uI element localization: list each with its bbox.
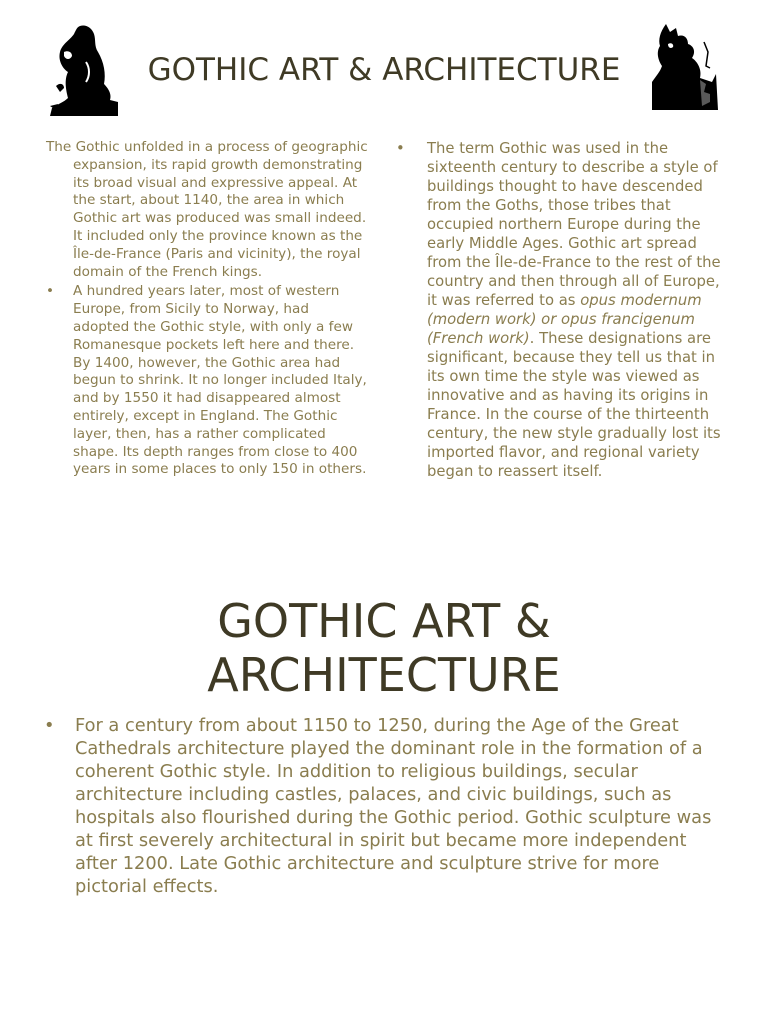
slide-2-body bbox=[44, 714, 724, 900]
bullet-icon: • bbox=[396, 140, 405, 157]
right-paragraph-1-italic: opus modernum (modern work) or opus francigenum (French work) bbox=[427, 292, 702, 347]
right-paragraph-1-start: The term Gothic was used in the sixteenth century to describe a style of buildings thought to have descended from the Goths, those tribes that occupied northern Europe during the early Middle Ages. Gothic art spread from the Île-de-France to the rest of the country and then through all of Europe, it was referred to as bbox=[427, 140, 721, 309]
slide-2 bbox=[0, 580, 768, 1020]
gargoyle-right-icon bbox=[650, 22, 718, 110]
bullet-icon: • bbox=[46, 283, 55, 300]
right-paragraph-1-end: . These designations are significant, because they tell us that in its own time the style was viewed as innovative and as having its origins in France. In the course of the thirteenth century, the new style gradually lost its imported flavor, and regional variety began to reassert itself. bbox=[427, 330, 721, 480]
right-bullet-paragraph-1 bbox=[396, 139, 726, 481]
right-text-column bbox=[396, 139, 726, 483]
bullet-icon: • bbox=[44, 715, 55, 736]
slide-2-title: GOTHIC ART & ARCHITECTURE bbox=[207, 594, 561, 702]
left-bullet-paragraph-2 bbox=[46, 283, 368, 479]
left-paragraph-1: The Gothic unfolded in a process of geographic expansion, its rapid growth demonstrating its broad visual and expressive appeal. At the start, about 1140, the area in which Gothic art was produced was small indeed. It included only the province known as the Île-de-France (Paris and vicinity), the royal domain of the French kings. bbox=[46, 139, 368, 280]
slide-2-bullet-paragraph bbox=[44, 714, 724, 898]
gargoyle-left-icon bbox=[50, 22, 120, 116]
slide-1-title: GOTHIC ART & ARCHITECTURE bbox=[147, 52, 621, 88]
left-paragraph-2-text: A hundred years later, most of western Europe, from Sicily to Norway, had adopted the Gothic style, with only a few Romanesque pockets left here and there. By 1400, however, the Gothic area had begun to shrink. It no longer included Italy, and by 1550 it had disappeared almost entirely, except in England. The Gothic layer, then, has a rather complicated shape. Its depth ranges from close to 400 years in some places to only 150 in others. bbox=[73, 283, 367, 478]
left-text-column bbox=[46, 139, 368, 481]
slide-2-body-text: For a century from about 1150 to 1250, during the Age of the Great Cathedrals architecture played the dominant role in the formation of a coherent Gothic style. In addition to religious buildings, secular architecture including castles, palaces, and civic buildings, such as hospitals also flourished during the Gothic period. Gothic sculpture was at first severely architectural in spirit but became more independent after 1200. Late Gothic architecture and sculpture strive for more pictorial effects. bbox=[75, 715, 712, 897]
